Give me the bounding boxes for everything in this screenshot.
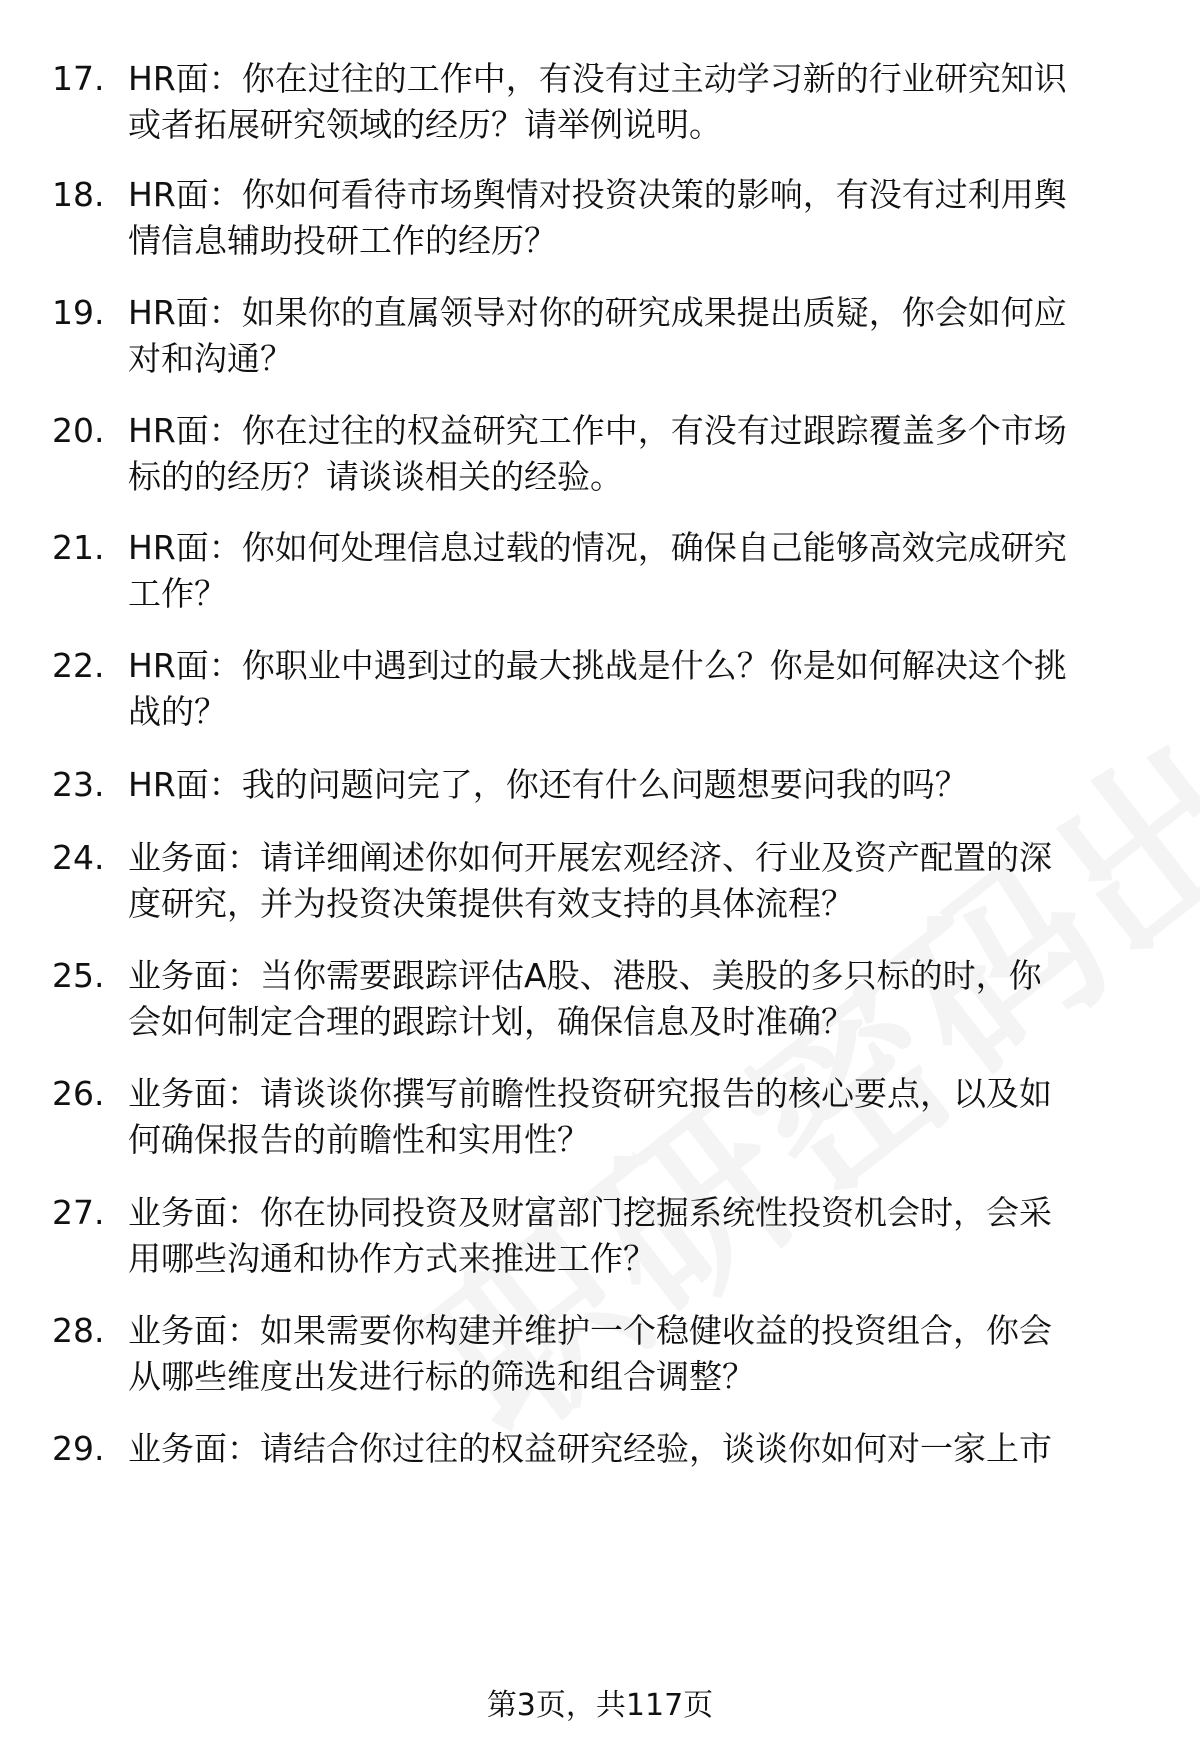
item-text <box>128 172 1158 264</box>
item-text-line-1: 业务面：请谈谈你撰写前瞻性投资研究报告的核心要点，以及如 <box>128 1074 1052 1113</box>
item-text-line-2: 战的？ <box>128 692 227 731</box>
item-text-line-1: 业务面：你在协同投资及财富部门挖掘系统性投资机会时，会采 <box>128 1193 1052 1232</box>
item-text <box>128 408 1158 500</box>
item-text <box>128 835 1158 927</box>
item-text-line-1: HR面：你职业中遇到过的最大挑战是什么？你是如何解决这个挑 <box>128 646 1067 685</box>
item-number: 24. <box>52 838 105 877</box>
item-text <box>128 56 1158 148</box>
item-number: 29. <box>52 1429 105 1468</box>
item-text-line-2: 工作？ <box>128 574 227 613</box>
item-number: 19. <box>52 293 105 332</box>
item-number: 28. <box>52 1311 105 1350</box>
item-text <box>128 1308 1158 1400</box>
item-number: 22. <box>52 646 105 685</box>
item-text-line-1: 业务面：请结合你过往的权益研究经验，谈谈你如何对一家上市 <box>128 1429 1052 1468</box>
item-number: 21. <box>52 528 105 567</box>
item-text-line-2: 何确保报告的前瞻性和实用性？ <box>128 1120 590 1159</box>
item-text <box>128 643 1158 735</box>
item-text-line-1: HR面：你如何处理信息过载的情况，确保自己能够高效完成研究 <box>128 528 1067 567</box>
item-text-line-1: HR面：你在过往的权益研究工作中，有没有过跟踪覆盖多个市场 <box>128 411 1067 450</box>
item-text-line-1: HR面：我的问题问完了，你还有什么问题想要问我的吗？ <box>128 765 968 804</box>
item-number: 26. <box>52 1074 105 1113</box>
item-text-line-2: 会如何制定合理的跟踪计划，确保信息及时准确？ <box>128 1002 854 1041</box>
item-text-line-1: HR面：你在过往的工作中，有没有过主动学习新的行业研究知识 <box>128 59 1067 98</box>
item-text-line-1: 业务面：当你需要跟踪评估A股、港股、美股的多只标的时，你 <box>128 956 1042 995</box>
item-text-line-1: HR面：如果你的直属领导对你的研究成果提出质疑，你会如何应 <box>128 293 1067 332</box>
item-number: 18. <box>52 175 105 214</box>
item-text <box>128 762 1158 808</box>
item-number: 20. <box>52 411 105 450</box>
item-text-line-2: 标的的经历？请谈谈相关的经验。 <box>128 457 623 496</box>
item-text <box>128 525 1158 617</box>
item-text-line-1: 业务面：如果需要你构建并维护一个稳健收益的投资组合，你会 <box>128 1311 1052 1350</box>
item-number: 23. <box>52 765 105 804</box>
item-text-line-2: 用哪些沟通和协作方式来推进工作？ <box>128 1239 656 1278</box>
item-number: 25. <box>52 956 105 995</box>
item-text-line-2: 对和沟通？ <box>128 339 293 378</box>
item-text <box>128 1071 1158 1163</box>
item-text-line-2: 度研究，并为投资决策提供有效支持的具体流程？ <box>128 884 854 923</box>
page-footer: 第3页，共117页 <box>486 1688 714 1723</box>
item-text <box>128 953 1158 1045</box>
item-number: 27. <box>52 1193 105 1232</box>
item-text <box>128 1426 1158 1472</box>
item-text <box>128 290 1158 382</box>
item-text-line-2: 情信息辅助投研工作的经历？ <box>128 221 557 260</box>
item-text-line-1: 业务面：请详细阐述你如何开展宏观经济、行业及资产配置的深 <box>128 838 1052 877</box>
item-number: 17. <box>52 59 105 98</box>
item-text-line-2: 或者拓展研究领域的经历？请举例说明。 <box>128 105 722 144</box>
item-text-line-1: HR面：你如何看待市场舆情对投资决策的影响，有没有过利用舆 <box>128 175 1067 214</box>
item-text-line-2: 从哪些维度出发进行标的筛选和组合调整？ <box>128 1357 755 1396</box>
item-text <box>128 1190 1158 1282</box>
